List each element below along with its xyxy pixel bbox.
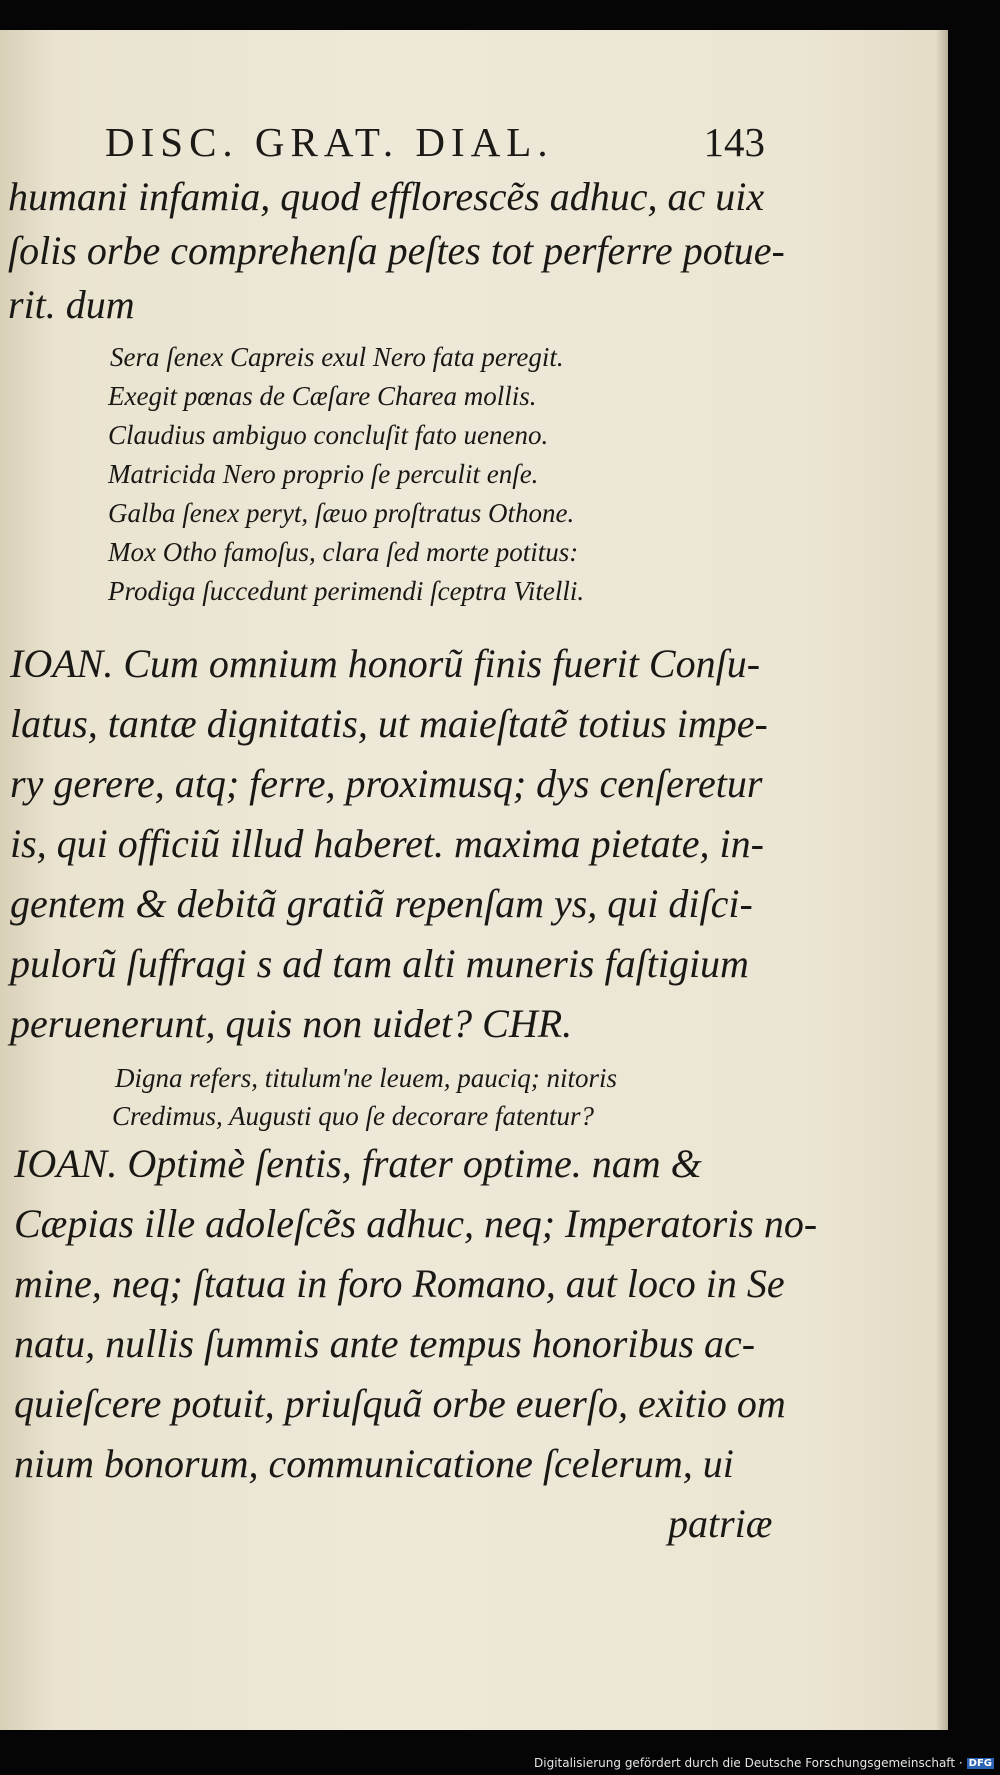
credit-text: Digitalisierung gefördert durch die Deutsche Forschungsgemeinschaft · <box>534 1756 963 1770</box>
catchword: patriæ <box>668 1501 773 1546</box>
dfg-logo-icon: DFG <box>968 1758 992 1769</box>
page-number: 143 <box>703 119 765 165</box>
verse-line: Credimus, Augusti quo ſe decorare fatentur? <box>112 1101 594 1131</box>
text-line: gentem & debitã gratiã repenſam ys, qui diſci- <box>10 881 753 926</box>
text-line: mine, neq; ſtatua in foro Romano, aut loco in Se <box>14 1261 785 1306</box>
text-line: latus, tantæ dignitatis, ut maieſtatẽ totius impe- <box>10 701 768 746</box>
verse-line: Sera ſenex Capreis exul Nero fata peregit. <box>110 342 564 372</box>
text-line: pulorũ ſuffragi s ad tam alti muneris faſtigium <box>10 941 749 986</box>
text-line: humani infamia, quod efflorescẽs adhuc, ac uix <box>8 174 765 219</box>
verse-line: Galba ſenex peryt, ſæuo proſtratus Othone. <box>108 498 575 528</box>
text-line: IOAN. Optimè ſentis, frater optime. nam & <box>14 1141 702 1186</box>
verse-line: Mox Otho famoſus, clara ſed morte potitus: <box>108 537 579 567</box>
page-gutter-shadow <box>936 30 948 1730</box>
verse-line: Prodiga ſuccedunt perimendi ſceptra Vitelli. <box>108 576 585 606</box>
text-line: is, qui officiũ illud haberet. maxima pietate, in- <box>10 821 764 866</box>
verse-line: Digna refers, titulum'ne leuem, pauciq; nitoris <box>115 1063 617 1093</box>
text-line: rit. dum <box>8 282 135 327</box>
text-line: IOAN. Cum omnium honorũ finis fuerit Conſu- <box>10 641 761 686</box>
verse-line: Matricida Nero proprio ſe perculit enſe. <box>108 459 539 489</box>
text-line: ſolis orbe comprehenſa peſtes tot perferre potue- <box>8 228 785 273</box>
book-page <box>0 30 948 1730</box>
text-line: natu, nullis ſummis ante tempus honoribus ac- <box>14 1321 756 1366</box>
text-line: ry gerere, atq; ferre, proximusq; dys cenſeretur <box>10 761 763 806</box>
text-line: nium bonorum, communicatione ſcelerum, ui <box>14 1441 734 1486</box>
verse-line: Claudius ambiguo concluſit fato ueneno. <box>108 420 549 450</box>
text-line: peruenerunt, quis non uidet? CHR. <box>10 1001 573 1046</box>
verse-line: Exegit pœnas de Cæſare Charea mollis. <box>108 381 537 411</box>
digitization-credit <box>534 1756 994 1770</box>
text-line: quieſcere potuit, priuſquã orbe euerſo, exitio om <box>14 1381 786 1426</box>
running-header <box>105 118 765 166</box>
running-title: DISC. GRAT. DIAL. <box>105 119 554 165</box>
text-line: Cæpias ille adoleſcẽs adhuc, neq; Imperatoris no- <box>14 1201 818 1246</box>
